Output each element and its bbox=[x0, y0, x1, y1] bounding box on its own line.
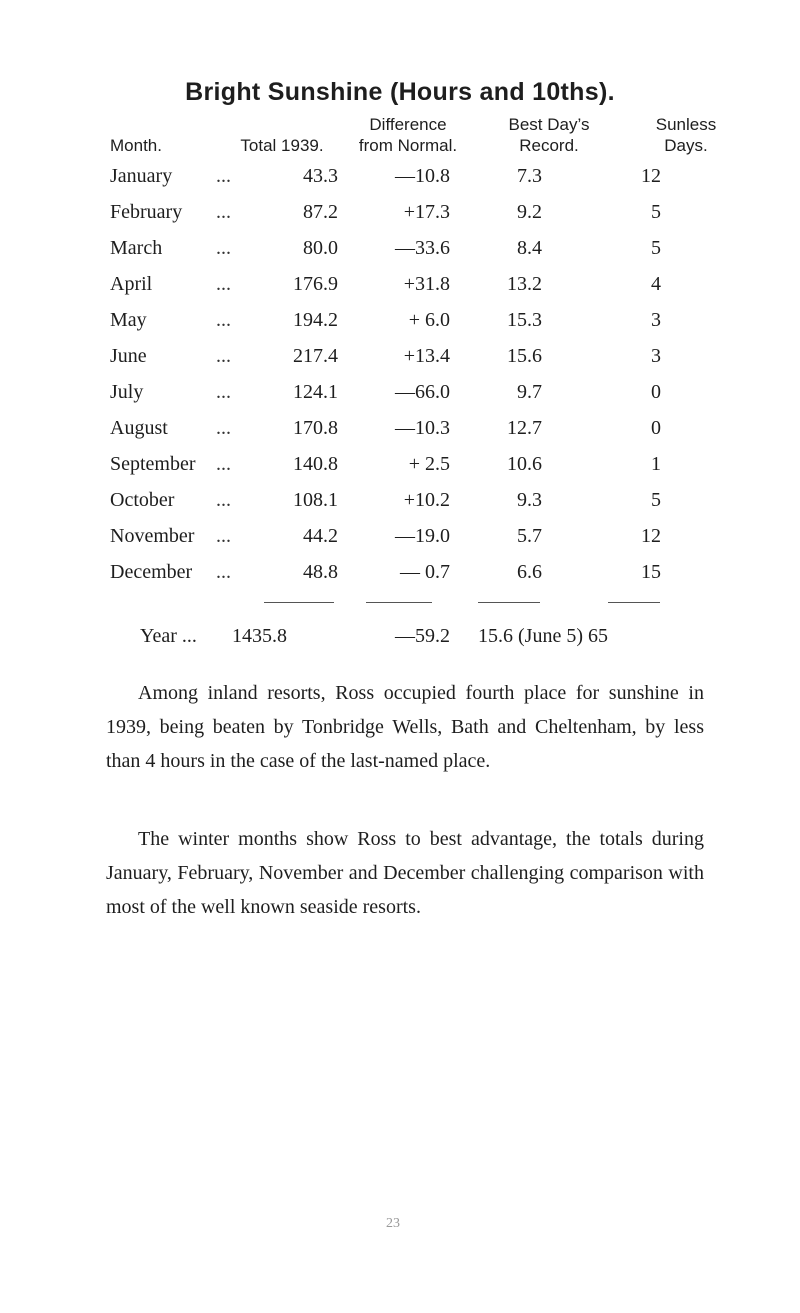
total-cell: 170.8 bbox=[293, 417, 338, 439]
difference-cell: —33.6 bbox=[395, 237, 450, 259]
header-month: Month. bbox=[110, 136, 162, 155]
month-cell: October bbox=[110, 489, 175, 511]
table-row bbox=[0, 338, 800, 374]
total-cell: 124.1 bbox=[293, 381, 338, 403]
sunless-rule bbox=[608, 602, 660, 603]
total-cell: 140.8 bbox=[293, 453, 338, 475]
header-difference bbox=[338, 114, 478, 156]
table-row bbox=[0, 302, 800, 338]
sunless-cell: 15 bbox=[641, 561, 661, 583]
total-cell: 43.3 bbox=[303, 165, 338, 187]
header-total: Total 1939. bbox=[240, 136, 324, 155]
page-number: 23 bbox=[386, 1216, 400, 1231]
sunless-cell: 0 bbox=[651, 417, 661, 439]
month-cell: April bbox=[110, 273, 153, 295]
sunless-cell: 3 bbox=[651, 345, 661, 367]
best-day-cell: 7.3 bbox=[517, 165, 542, 187]
table-row bbox=[0, 446, 800, 482]
year-best-and-sunless: 15.6 (June 5) 65 bbox=[478, 625, 608, 647]
best-day-rule bbox=[478, 602, 540, 603]
month-cell: February bbox=[110, 201, 183, 223]
total-rule bbox=[264, 602, 334, 603]
total-cell: 48.8 bbox=[303, 561, 338, 583]
table-row bbox=[0, 554, 800, 590]
total-cell: 80.0 bbox=[303, 237, 338, 259]
leader-dots: ... bbox=[216, 165, 231, 187]
difference-cell: —10.8 bbox=[395, 165, 450, 187]
header-difference-line1: Difference bbox=[369, 115, 447, 134]
sunless-cell: 5 bbox=[651, 237, 661, 259]
best-day-cell: 8.4 bbox=[517, 237, 542, 259]
sunless-cell: 5 bbox=[651, 489, 661, 511]
total-cell: 194.2 bbox=[293, 309, 338, 331]
total-cell: 108.1 bbox=[293, 489, 338, 511]
table-row bbox=[0, 482, 800, 518]
year-difference: —59.2 bbox=[395, 625, 450, 647]
best-day-cell: 5.7 bbox=[517, 525, 542, 547]
sunless-cell: 1 bbox=[651, 453, 661, 475]
difference-rule bbox=[366, 602, 432, 603]
best-day-cell: 13.2 bbox=[507, 273, 542, 295]
sunless-cell: 0 bbox=[651, 381, 661, 403]
header-sunless-line2: Days. bbox=[664, 136, 708, 155]
table-row bbox=[0, 374, 800, 410]
leader-dots: ... bbox=[216, 237, 231, 259]
sunless-cell: 12 bbox=[641, 525, 661, 547]
total-cell: 176.9 bbox=[293, 273, 338, 295]
leader-dots: ... bbox=[216, 201, 231, 223]
leader-dots: ... bbox=[216, 525, 231, 547]
header-best-day bbox=[484, 114, 614, 156]
header-sunless-line1: Sunless bbox=[655, 115, 717, 134]
table-row bbox=[0, 194, 800, 230]
month-cell: August bbox=[110, 417, 168, 439]
best-day-cell: 9.7 bbox=[517, 381, 542, 403]
month-cell: July bbox=[110, 381, 144, 403]
total-cell: 87.2 bbox=[303, 201, 338, 223]
month-cell: June bbox=[110, 345, 147, 367]
difference-cell: +17.3 bbox=[403, 201, 450, 223]
paragraph-inland-resorts: Among inland resorts, Ross occupied fourth place for sunshine in 1939, being beaten by Tonbridge Wells, Bath and Cheltenham, by less than 4 hours in the case of the last-named place. bbox=[106, 682, 704, 772]
leader-dots: ... bbox=[216, 273, 231, 295]
table-row bbox=[0, 266, 800, 302]
month-cell: March bbox=[110, 237, 163, 259]
sunless-cell: 3 bbox=[651, 309, 661, 331]
month-cell: September bbox=[110, 453, 196, 475]
leader-dots: ... bbox=[216, 345, 231, 367]
difference-cell: + 6.0 bbox=[408, 309, 450, 331]
table-row bbox=[0, 410, 800, 446]
total-cell: 44.2 bbox=[303, 525, 338, 547]
leader-dots: ... bbox=[216, 561, 231, 583]
difference-cell: — 0.7 bbox=[400, 561, 450, 583]
leader-dots: ... bbox=[216, 309, 231, 331]
difference-cell: + 2.5 bbox=[408, 453, 450, 475]
sunless-cell: 12 bbox=[641, 165, 661, 187]
month-cell: December bbox=[110, 561, 193, 583]
leader-dots: ... bbox=[216, 453, 231, 475]
best-day-cell: 10.6 bbox=[507, 453, 542, 475]
table-row bbox=[0, 518, 800, 554]
month-cell: January bbox=[110, 165, 173, 187]
best-day-cell: 6.6 bbox=[517, 561, 542, 583]
year-label: Year ... bbox=[140, 625, 197, 647]
best-day-cell: 15.3 bbox=[507, 309, 542, 331]
difference-cell: +13.4 bbox=[403, 345, 450, 367]
table-title: Bright Sunshine (Hours and 10ths). bbox=[185, 78, 615, 106]
difference-cell: —66.0 bbox=[395, 381, 450, 403]
month-cell: May bbox=[110, 309, 147, 331]
sunless-cell: 4 bbox=[651, 273, 661, 295]
difference-cell: +10.2 bbox=[403, 489, 450, 511]
header-difference-line2: from Normal. bbox=[358, 136, 458, 155]
leader-dots: ... bbox=[216, 381, 231, 403]
best-day-cell: 15.6 bbox=[507, 345, 542, 367]
best-day-cell: 9.3 bbox=[517, 489, 542, 511]
difference-cell: —19.0 bbox=[395, 525, 450, 547]
table-row bbox=[0, 158, 800, 194]
difference-cell: +31.8 bbox=[403, 273, 450, 295]
header-best-day-line1: Best Day’s bbox=[508, 115, 590, 134]
total-cell: 217.4 bbox=[293, 345, 338, 367]
header-sunless bbox=[636, 114, 736, 156]
year-total: 1435.8 bbox=[232, 625, 287, 647]
difference-cell: —10.3 bbox=[395, 417, 450, 439]
best-day-cell: 9.2 bbox=[517, 201, 542, 223]
sunless-cell: 5 bbox=[651, 201, 661, 223]
paragraph-winter-months: The winter months show Ross to best advantage, the totals during January, February, November and December challenging comparison with most of the well known seaside resorts. bbox=[106, 828, 704, 918]
leader-dots: ... bbox=[216, 417, 231, 439]
month-cell: November bbox=[110, 525, 195, 547]
best-day-cell: 12.7 bbox=[507, 417, 542, 439]
table-row bbox=[0, 230, 800, 266]
leader-dots: ... bbox=[216, 489, 231, 511]
header-best-day-line2: Record. bbox=[519, 136, 579, 155]
